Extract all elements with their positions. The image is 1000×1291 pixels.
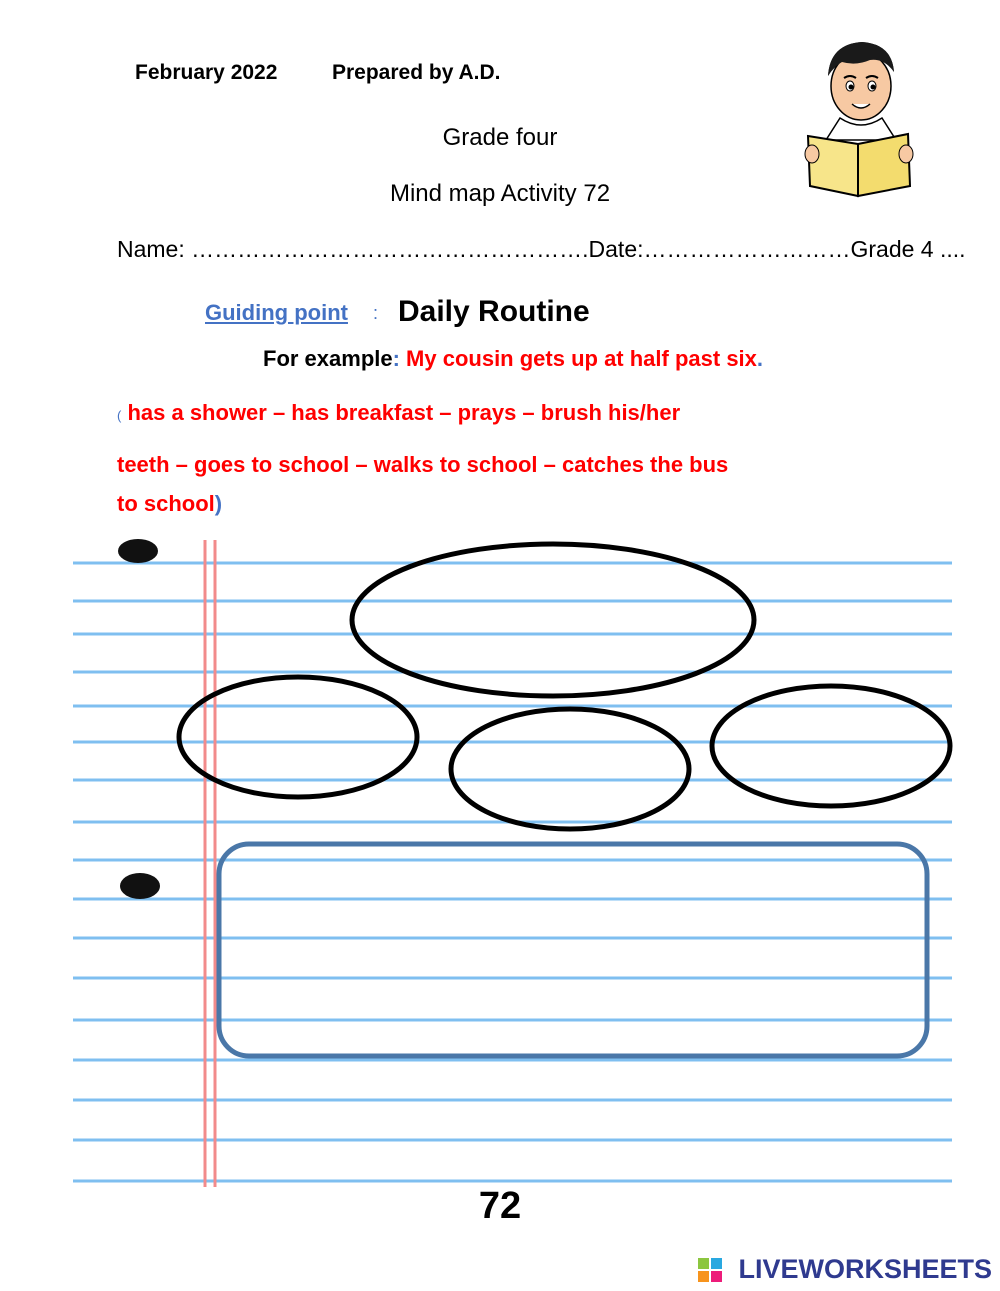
binder-hole-top xyxy=(118,539,158,563)
binder-hole-bottom xyxy=(120,873,160,899)
example-period: . xyxy=(756,346,764,371)
example-sentence: My cousin gets up at half past six xyxy=(399,346,757,371)
word-bank-text-1: has a shower – has breakfast – prays – brush his/her xyxy=(121,400,681,425)
margin-line xyxy=(205,540,215,1187)
guiding-point-label: Guiding point xyxy=(205,300,348,325)
page-number: 72 xyxy=(478,1185,522,1227)
guiding-point-colon: : xyxy=(373,303,379,323)
mind-map-oval-middle[interactable] xyxy=(451,709,689,829)
liveworksheets-logo-icon xyxy=(698,1258,724,1282)
grade-title: Grade four xyxy=(442,124,558,151)
header-author: Prepared by A.D. xyxy=(332,61,501,84)
mind-map-oval-right[interactable] xyxy=(712,686,950,806)
word-bank-text-3: to school xyxy=(117,491,215,516)
activity-title: Mind map Activity 72 xyxy=(389,180,611,207)
example-colon: : xyxy=(392,346,400,371)
word-bank-line-2: teeth – goes to school – walks to school – catches the bus xyxy=(117,452,729,477)
header-date: February 2022 xyxy=(135,61,278,84)
name-date-line: Name: …………………………………………….Date:………………………Grade 4 .... xyxy=(117,236,966,262)
writing-box[interactable] xyxy=(219,844,927,1056)
brand-wordmark: LIVEWORKSHEETS xyxy=(738,1254,992,1284)
example-label: For example xyxy=(263,346,393,371)
word-bank-close-paren: ) xyxy=(214,491,223,516)
word-bank-open-paren: ( xyxy=(117,408,122,423)
topic-title: Daily Routine xyxy=(398,295,590,328)
